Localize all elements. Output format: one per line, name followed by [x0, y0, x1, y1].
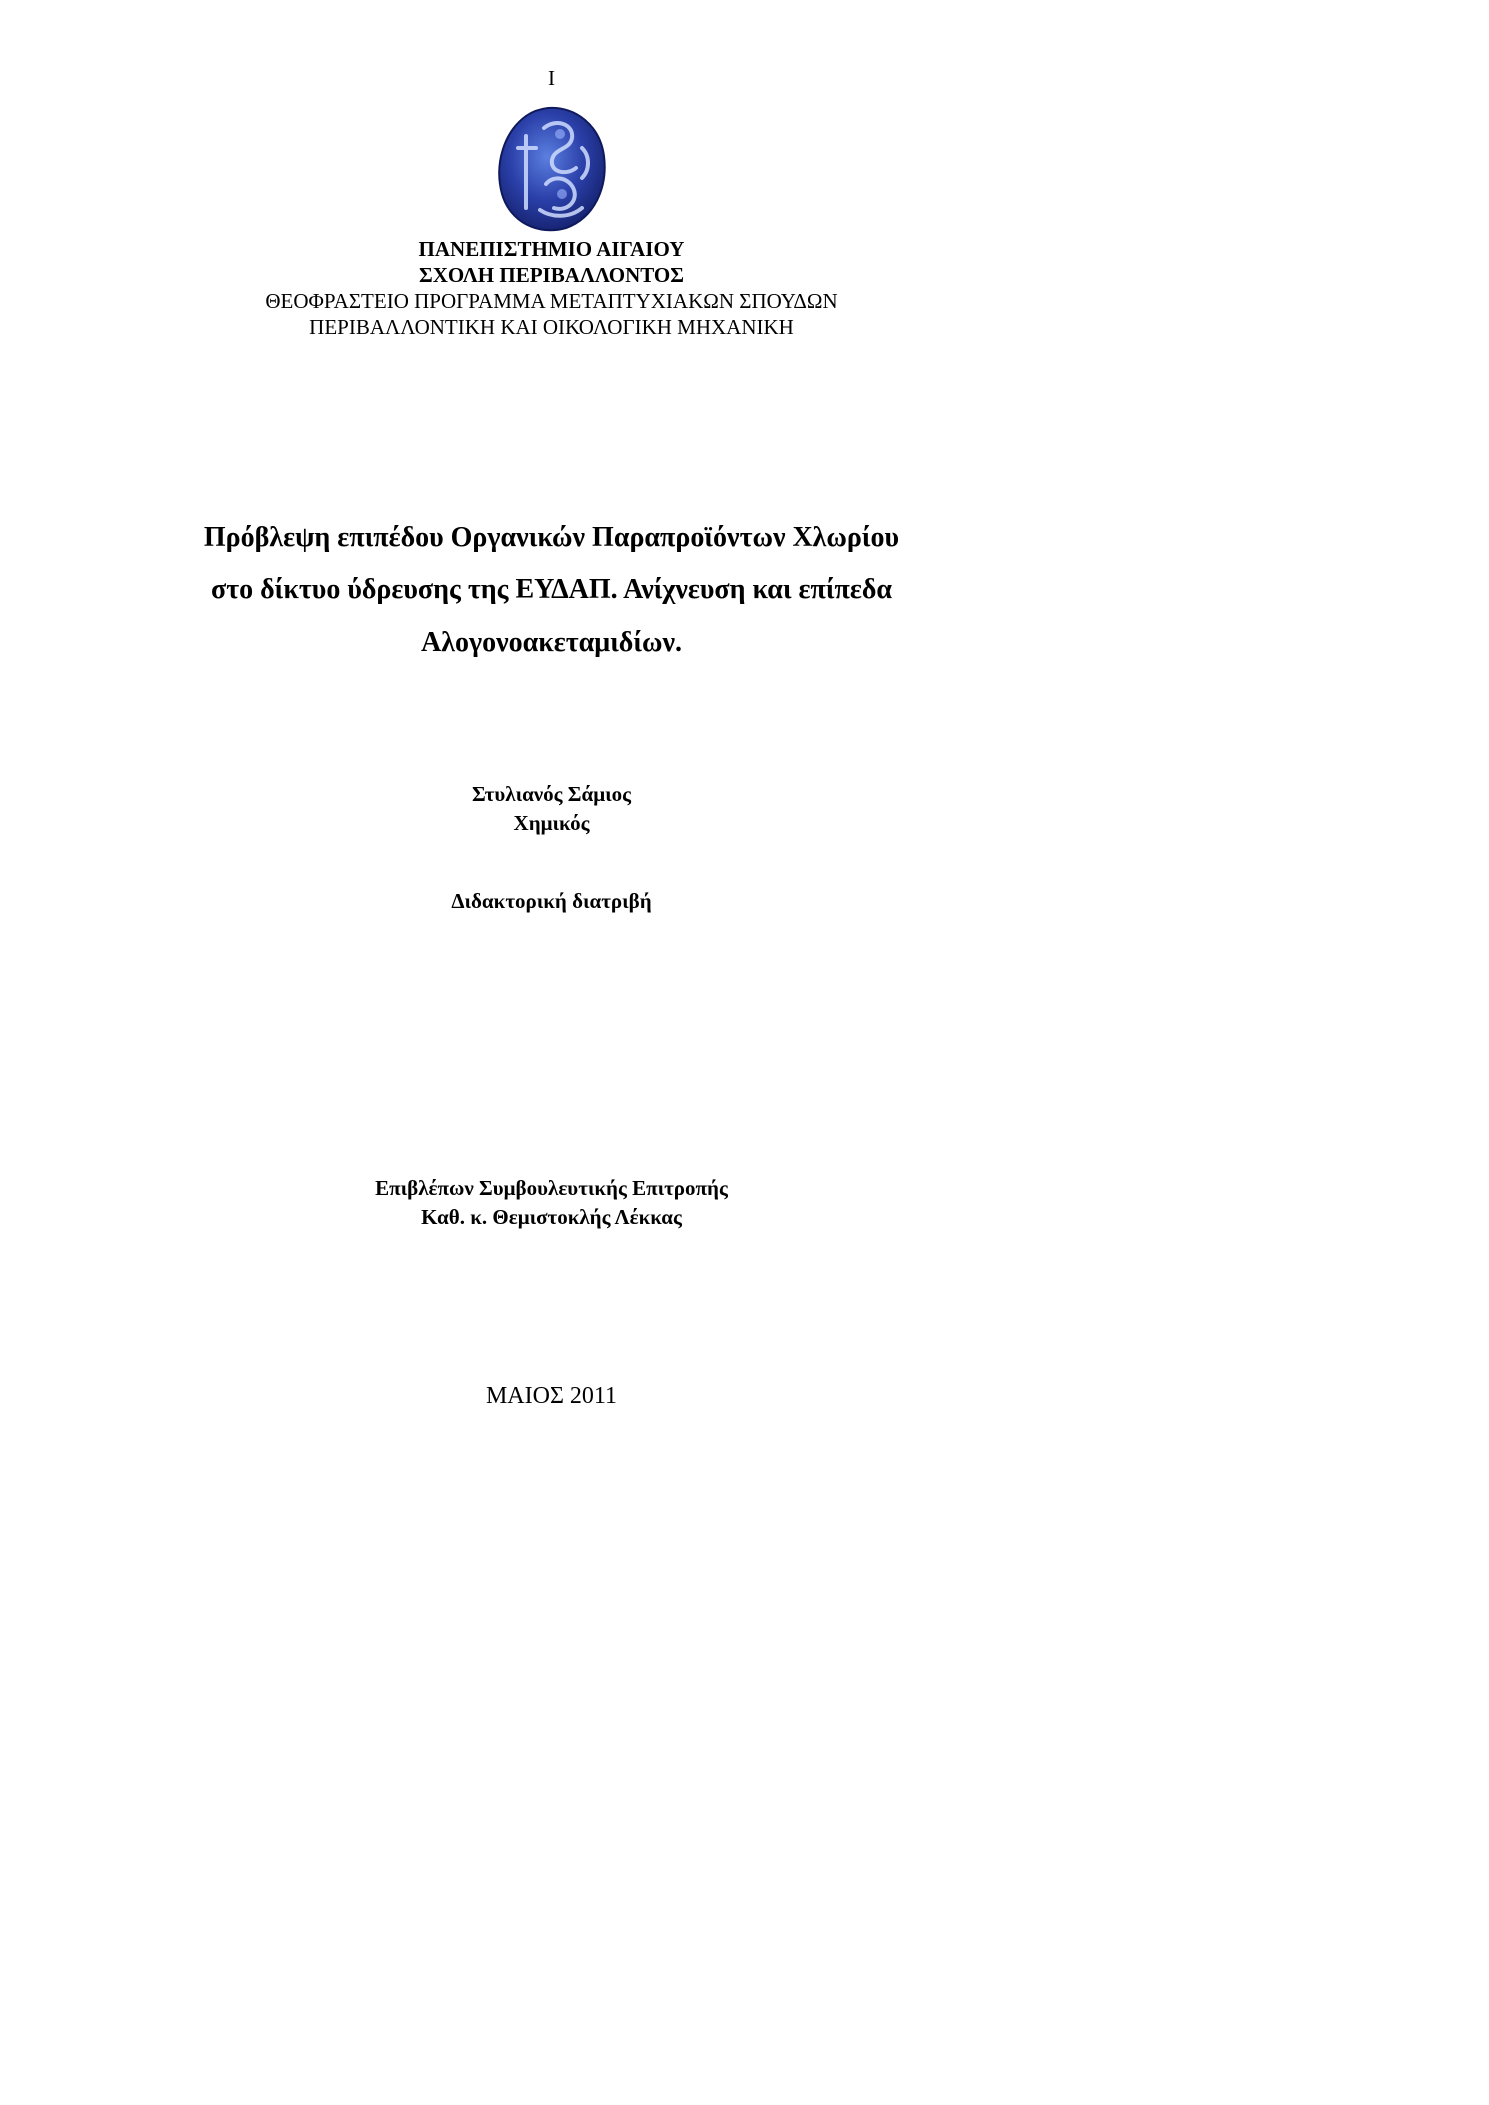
publication-date: ΜΑΙΟΣ 2011 [485, 1383, 618, 1409]
university-seal-icon [496, 104, 608, 234]
supervisor-name: Καθ. κ. Θεμιστοκλής Λέκκας [421, 1205, 682, 1229]
thesis-title-line-3: Αλογονοακεταμιδίων. [421, 627, 682, 658]
supervisor-role: Επιβλέπων Συμβουλευτικής Επιτροπής [375, 1176, 728, 1200]
field-name: ΠΕΡΙΒΑΛΛΟΝΤΙΚΗ ΚΑΙ ΟΙΚΟΛΟΓΙΚΗ ΜΗΧΑΝΙΚΗ [309, 315, 794, 339]
author-profession: Χημικός [513, 811, 590, 835]
thesis-title-line-1: Πρόβλεψη επιπέδου Οργανικών Παραπροϊόντων Χλωρίου [203, 522, 900, 553]
degree-type: Διδακτορική διατριβή [451, 889, 652, 913]
program-name: ΘΕΟΦΡΑΣΤΕΙΟ ΠΡΟΓΡΑΜΜΑ ΜΕΤΑΠΤΥΧΙΑΚΩΝ ΣΠΟΥΔΩΝ [265, 289, 838, 313]
school-name: ΣΧΟΛΗ ΠΕΡΙΒΑΛΛΟΝΤΟΣ [419, 263, 684, 287]
thesis-title-line-2: στο δίκτυο ύδρευσης της ΕΥΔΑΠ. Ανίχνευση και επίπεδα [211, 574, 892, 605]
author-name: Στυλιανός Σάμιος [471, 782, 632, 806]
university-name: ΠΑΝΕΠΙΣΤΗΜΙΟ ΑΙΓΑΙΟΥ [418, 237, 685, 261]
page-number: I [548, 66, 555, 90]
